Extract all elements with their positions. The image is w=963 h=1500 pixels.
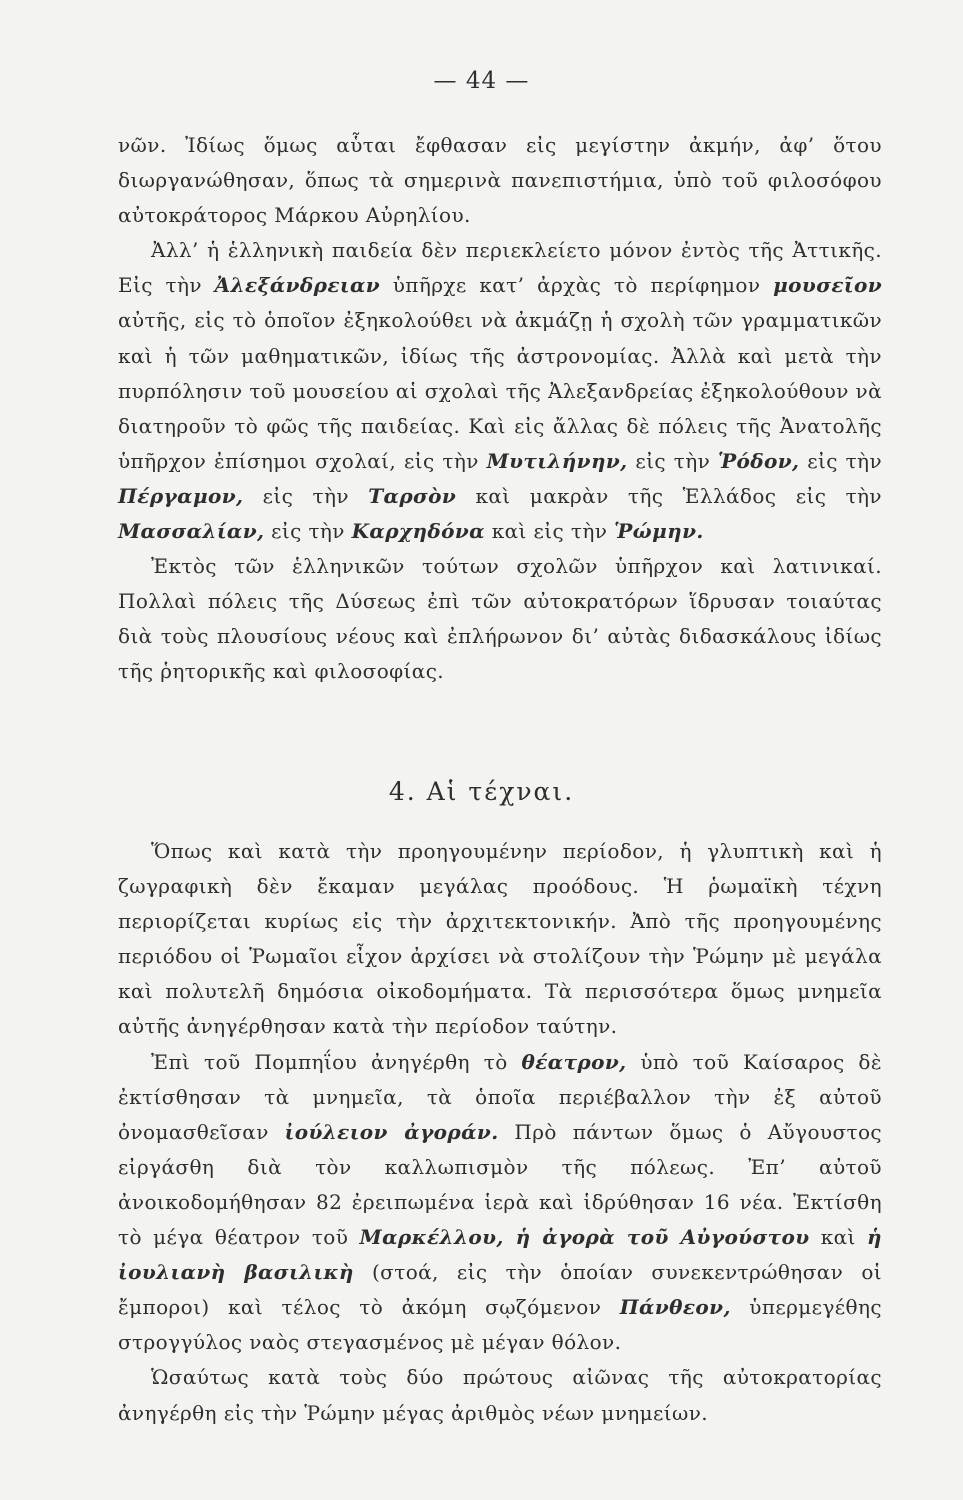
text-run: αὐτῆς, εἰς τὸ ὁποῖον ἐξηκολούθει νὰ ἀκμάζῃ ἡ σχολὴ τῶν γραμματικῶν καὶ ἡ τῶν μαθηματικῶν, ἰδίως τῆς ἀστρονομίας. Ἀλλὰ καὶ μετὰ τὴν πυρπόλησιν τοῦ μουσείου αἱ σχολαὶ τῆς Ἀλεξανδρείας ἐξηκολούθουν νὰ διατηροῦν τὸ φῶς τῆς παιδείας. Καὶ εἰς ἄλλας δὲ πόλεις τῆς Ἀνατολῆς ὑπῆρχον ἐπίσημοι σχολαί, εἰς τὴν (118, 308, 882, 473)
emphasis-term: Πάνθεον, (619, 1295, 731, 1320)
text-run: Ὡσαύτως κατὰ τοὺς δύο πρώτους αἰῶνας τῆς αὐτοκρατορίας ἀνηγέρθη εἰς τὴν Ῥώμην μέγας ἀριθμὸς νέων μνημείων. (118, 1365, 882, 1425)
section-heading: 4. Αἱ τέχναι. (388, 777, 575, 806)
emphasis-term: θέατρον, (521, 1049, 627, 1074)
text-block-top (118, 128, 882, 690)
text-block-bottom (118, 834, 882, 1431)
paragraph (118, 834, 882, 1045)
emphasis-term: Μασσαλίαν, (118, 519, 265, 544)
text-run: Ἐκτὸς τῶν ἑλληνικῶν τούτων σχολῶν ὑπῆρχον καὶ λατινικαί. Πολλαὶ πόλεις τῆς Δύσεως ἐπὶ τῶν αὐτοκρατόρων ἵδρυσαν τοιαύτας διὰ τοὺς πλουσίους νέους καὶ ἐπλήρωνον δι’ αὐτὰς διδασκάλους ἰδίως τῆς ῥητορικῆς καὶ φιλοσοφίας. (118, 554, 882, 684)
text-run: καὶ (809, 1225, 868, 1250)
text-run: εἰς τὴν (243, 483, 369, 508)
emphasis-term: ἰούλειον ἀγοράν. (284, 1119, 499, 1144)
text-run: καὶ εἰς τὴν (484, 519, 615, 544)
emphasis-term: Ἀλεξάνδρειαν (214, 273, 381, 298)
emphasis-term: Ῥόδον, (717, 448, 800, 473)
text-run: νῶν. Ἰδίως ὅμως αὗται ἔφθασαν εἰς μεγίστην ἀκμήν, ἀφ’ ὅτου διωργανώθησαν, ὅπως τὰ σημερινὰ πανεπιστήμια, ὑπὸ τοῦ φιλοσόφου αὐτοκράτορος Μάρκου Αὐρηλίου. (118, 133, 882, 228)
text-run: εἰς τὴν (264, 519, 352, 544)
paragraph (118, 549, 882, 689)
text-run: (στοά, εἰς τὴν ὁποίαν συνεκεντρώθησαν οἱ ἔμποροι) καὶ τέλος τὸ ἀκόμη σῳζόμενον (118, 1260, 883, 1320)
paragraph (118, 233, 882, 549)
text-run: Ἐπὶ τοῦ Πομπηΐου ἀνηγέρθη τὸ (151, 1049, 522, 1074)
text-run: ὑπερμεγέθης στρογγύλος ναὸς στεγασμένος μὲ μέγαν θόλον. (118, 1295, 882, 1355)
paragraph (118, 128, 882, 233)
emphasis-term: μουσεῖον (773, 273, 882, 298)
emphasis-term: Ῥώμην. (614, 519, 704, 544)
emphasis-term: Μαρκέλλου, ἡ ἀγορὰ τοῦ Αὐγούστου (359, 1225, 810, 1250)
text-run: Ἀλλ’ ἡ ἑλληνικὴ παιδεία δὲν περιεκλείετο μόνον ἐντὸς τῆς Ἀττικῆς. Εἰς τὴν (118, 238, 882, 298)
paragraph (118, 1360, 882, 1430)
text-run: εἰς τὴν (627, 448, 718, 473)
text-run: εἰς τὴν (799, 448, 882, 473)
text-run: ὑπῆρχε κατ’ ἀρχὰς τὸ περίφημον (380, 273, 774, 298)
text-run: καὶ μακρὰν τῆς Ἑλλάδος εἰς τὴν (456, 483, 882, 508)
emphasis-term: Ταρσὸν (368, 483, 457, 508)
emphasis-term: ἡ ἰουλιανὴ βασιλικὴ (118, 1225, 882, 1285)
text-run: Ὅπως καὶ κατὰ τὴν προηγουμένην περίοδον, ἡ γλυπτικὴ καὶ ἡ ζωγραφικὴ δὲν ἔκαμαν μεγάλας προόδους. Ἡ ῥωμαϊκὴ τέχνη περιορίζεται κυρίως εἰς τὴν ἀρχιτεκτονικήν. Ἀπὸ τῆς προηγουμένης περιόδου οἱ Ῥωμαῖοι εἶχον ἀρχίσει νὰ στολίζουν τὴν Ῥώμην μὲ μεγάλα καὶ πολυτελῆ δημόσια οἰκοδομήματα. Τὰ περισσότερα ὅμως μνημεῖα αὐτῆς ἀνηγέρθησαν κατὰ τὴν περίοδον ταύτην. (118, 839, 882, 1039)
emphasis-term: Καρχηδόνα (351, 519, 485, 544)
paragraph (118, 1045, 882, 1361)
text-run: ὑπὸ τοῦ Καίσαρος δὲ ἐκτίσθησαν τὰ μνημεῖα, τὰ ὁποῖα περιέβαλλον τὴν ἐξ αὐτοῦ ὀνομασθεῖσαν (118, 1049, 882, 1144)
page-number: — 44 — (433, 68, 530, 94)
emphasis-term: Πέργαμον, (118, 483, 244, 508)
text-run: Πρὸ πάντων ὅμως ὁ Αὔγουστος εἰργάσθη διὰ τὸν καλλωπισμὸν τῆς πόλεως. Ἐπ’ αὐτοῦ ἀνοικοδομήθησαν 82 ἐρειπωμένα ἱερὰ καὶ ἱδρύθησαν 16 νέα. Ἐκτίσθη τὸ μέγα θέατρον τοῦ (118, 1119, 883, 1250)
emphasis-term: Μυτιλήνην, (486, 448, 628, 473)
